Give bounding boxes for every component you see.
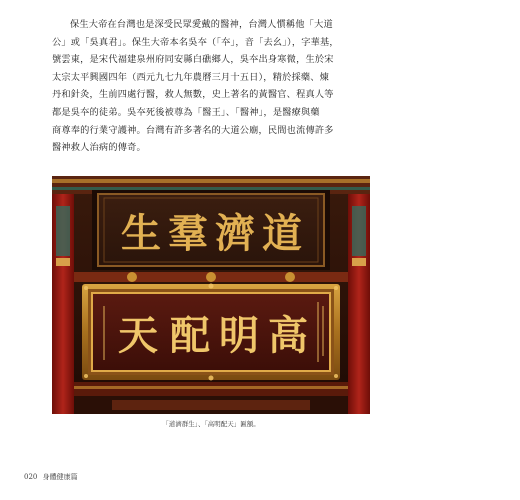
text-line: 公」或「吳真君」。保生大帝本名吳夲（「夲」，音「去幺」），字華基，	[52, 36, 339, 48]
text-line: 太宗太平興國四年（西元九七九年農曆三月十五日），精於採藥、煉	[52, 71, 330, 83]
book-title: 身體健康篇	[42, 473, 78, 481]
upper-plaque-char: 生	[121, 210, 161, 257]
lower-plaque-char: 天	[118, 312, 158, 359]
text-line: 號雲東，是宋代福建泉州府同安縣白礁鄉人，吳夲出身寒微，生於宋	[52, 54, 334, 66]
body-paragraph	[52, 16, 368, 157]
upper-plaque-char: 羣	[168, 210, 208, 257]
lower-plaque-char: 明	[219, 312, 259, 359]
text-line: 商尊奉的行業守護神。台灣有許多著名的大道公廟，民間也流傳許多	[52, 124, 334, 136]
photo-caption: 「道濟群生」、「高明配天」匾額。	[162, 420, 260, 428]
upper-plaque-char: 道	[262, 210, 302, 257]
text-line: 丹和針灸，生前四處行醫，救人無數，史上著名的黃醫官、程真人等	[52, 89, 334, 101]
text-line: 醫神救人治病的傳奇。	[52, 142, 146, 154]
temple-plaques-photo	[52, 176, 370, 414]
lower-plaque-char: 高	[268, 312, 308, 359]
upper-plaque-char: 濟	[215, 210, 255, 257]
page-footer	[24, 472, 78, 482]
text-line: 保生大帝在台灣也是深受民眾愛戴的醫神，台灣人慣稱他「大道	[70, 19, 333, 30]
page-number: 020	[24, 473, 38, 481]
lower-plaque-char: 配	[170, 312, 210, 359]
text-line: 都是吳夲的徒弟。吳夲死後被尊為「醫王」、「醫神」，是醫療與藥	[52, 106, 320, 118]
